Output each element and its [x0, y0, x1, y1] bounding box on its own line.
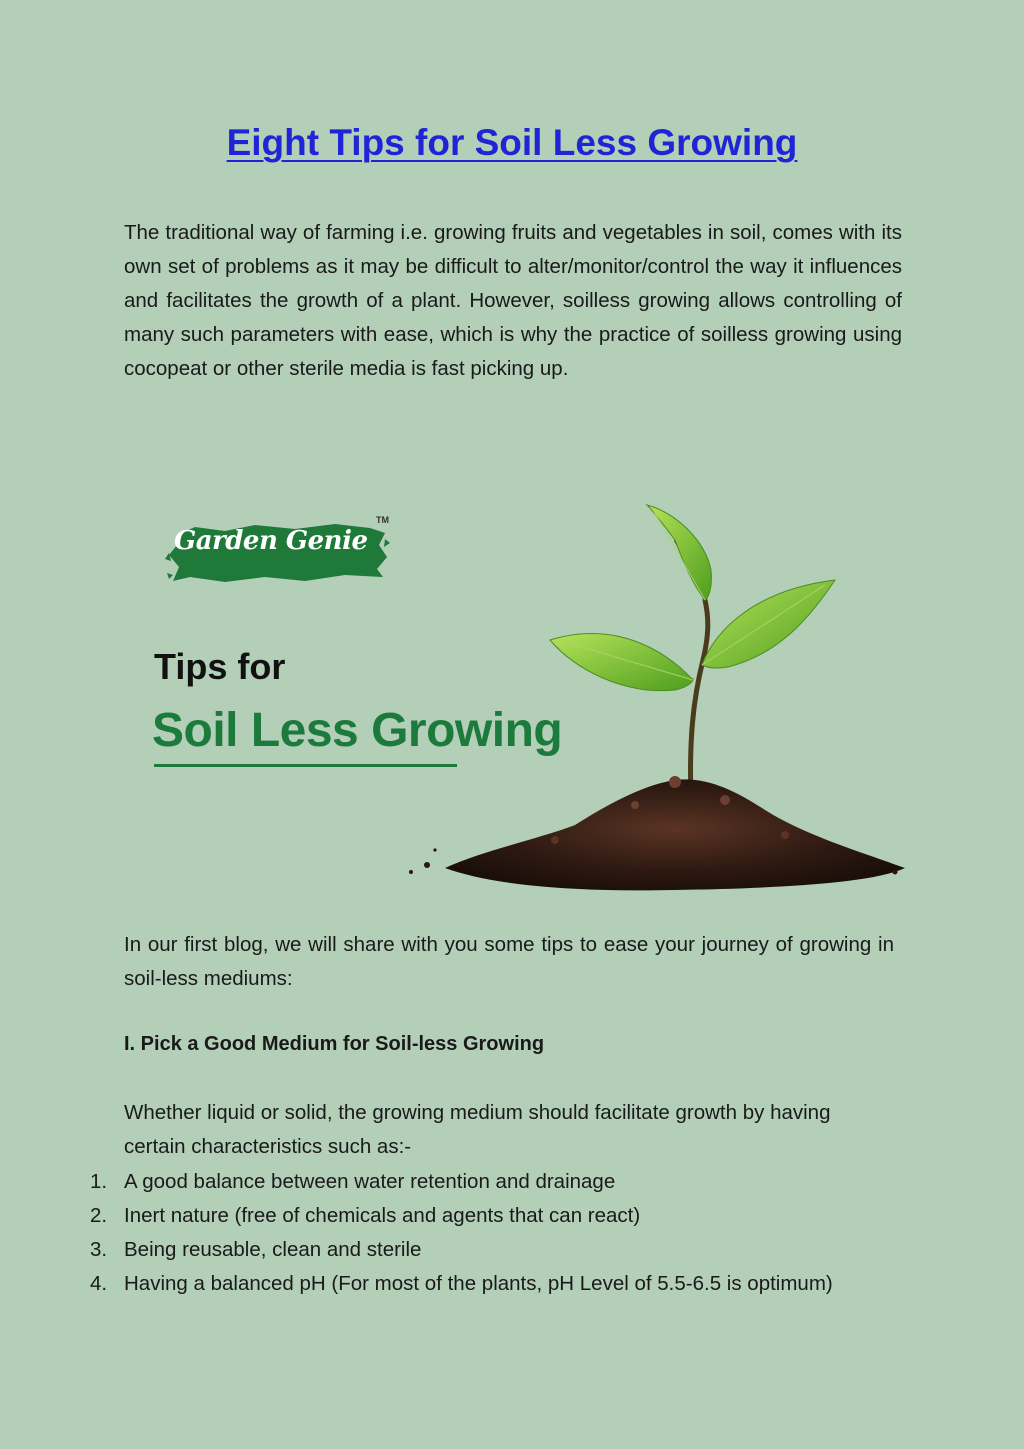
intro-paragraph: The traditional way of farming i.e. growing fruits and vegetables in soil, comes with its own set of problems as it may be difficult to alter/monitor/control the way it influences and facilitates the growth of a plant. However, soilless growing allows controlling of many such parameters with ease, which is why the practice of soilless growing using cocopeat or other sterile media is fast picking up.	[124, 221, 902, 380]
list-item-number: 2.	[90, 1204, 108, 1227]
list-item	[90, 1233, 833, 1267]
list-item-number: 4.	[90, 1272, 108, 1295]
banner-heading-line1: Tips for	[154, 646, 286, 687]
list-item	[90, 1267, 833, 1301]
logo-wordmark: Garden Genie	[174, 526, 368, 556]
list-item-number: 3.	[90, 1238, 108, 1261]
characteristics-list	[90, 1165, 833, 1301]
list-item-text: Being reusable, clean and sterile	[124, 1238, 422, 1261]
list-item	[90, 1199, 833, 1233]
section-heading: I. Pick a Good Medium for Soil-less Growing	[124, 1033, 545, 1055]
list-item-text: Having a balanced pH (For most of the plants, pH Level of 5.5-6.5 is optimum)	[124, 1272, 833, 1295]
list-item-text: Inert nature (free of chemicals and agents that can react)	[124, 1204, 641, 1227]
list-item-text: A good balance between water retention and drainage	[124, 1170, 616, 1193]
list-item-number: 1.	[90, 1170, 108, 1193]
list-item	[90, 1165, 833, 1199]
banner-image	[150, 500, 910, 895]
blog-intro-paragraph: In our first blog, we will share with you some tips to ease your journey of growing in soil-less mediums:	[124, 933, 894, 990]
page-title-link[interactable]: Eight Tips for Soil Less Growing	[226, 122, 798, 163]
trademark-symbol: TM	[376, 515, 389, 525]
section-paragraph: Whether liquid or solid, the growing medium should facilitate growth by having certain characteristics such as:-	[124, 1101, 831, 1158]
seedling-in-soil-icon	[375, 500, 910, 895]
banner-heading-line2: Soil Less Growing	[152, 704, 563, 757]
